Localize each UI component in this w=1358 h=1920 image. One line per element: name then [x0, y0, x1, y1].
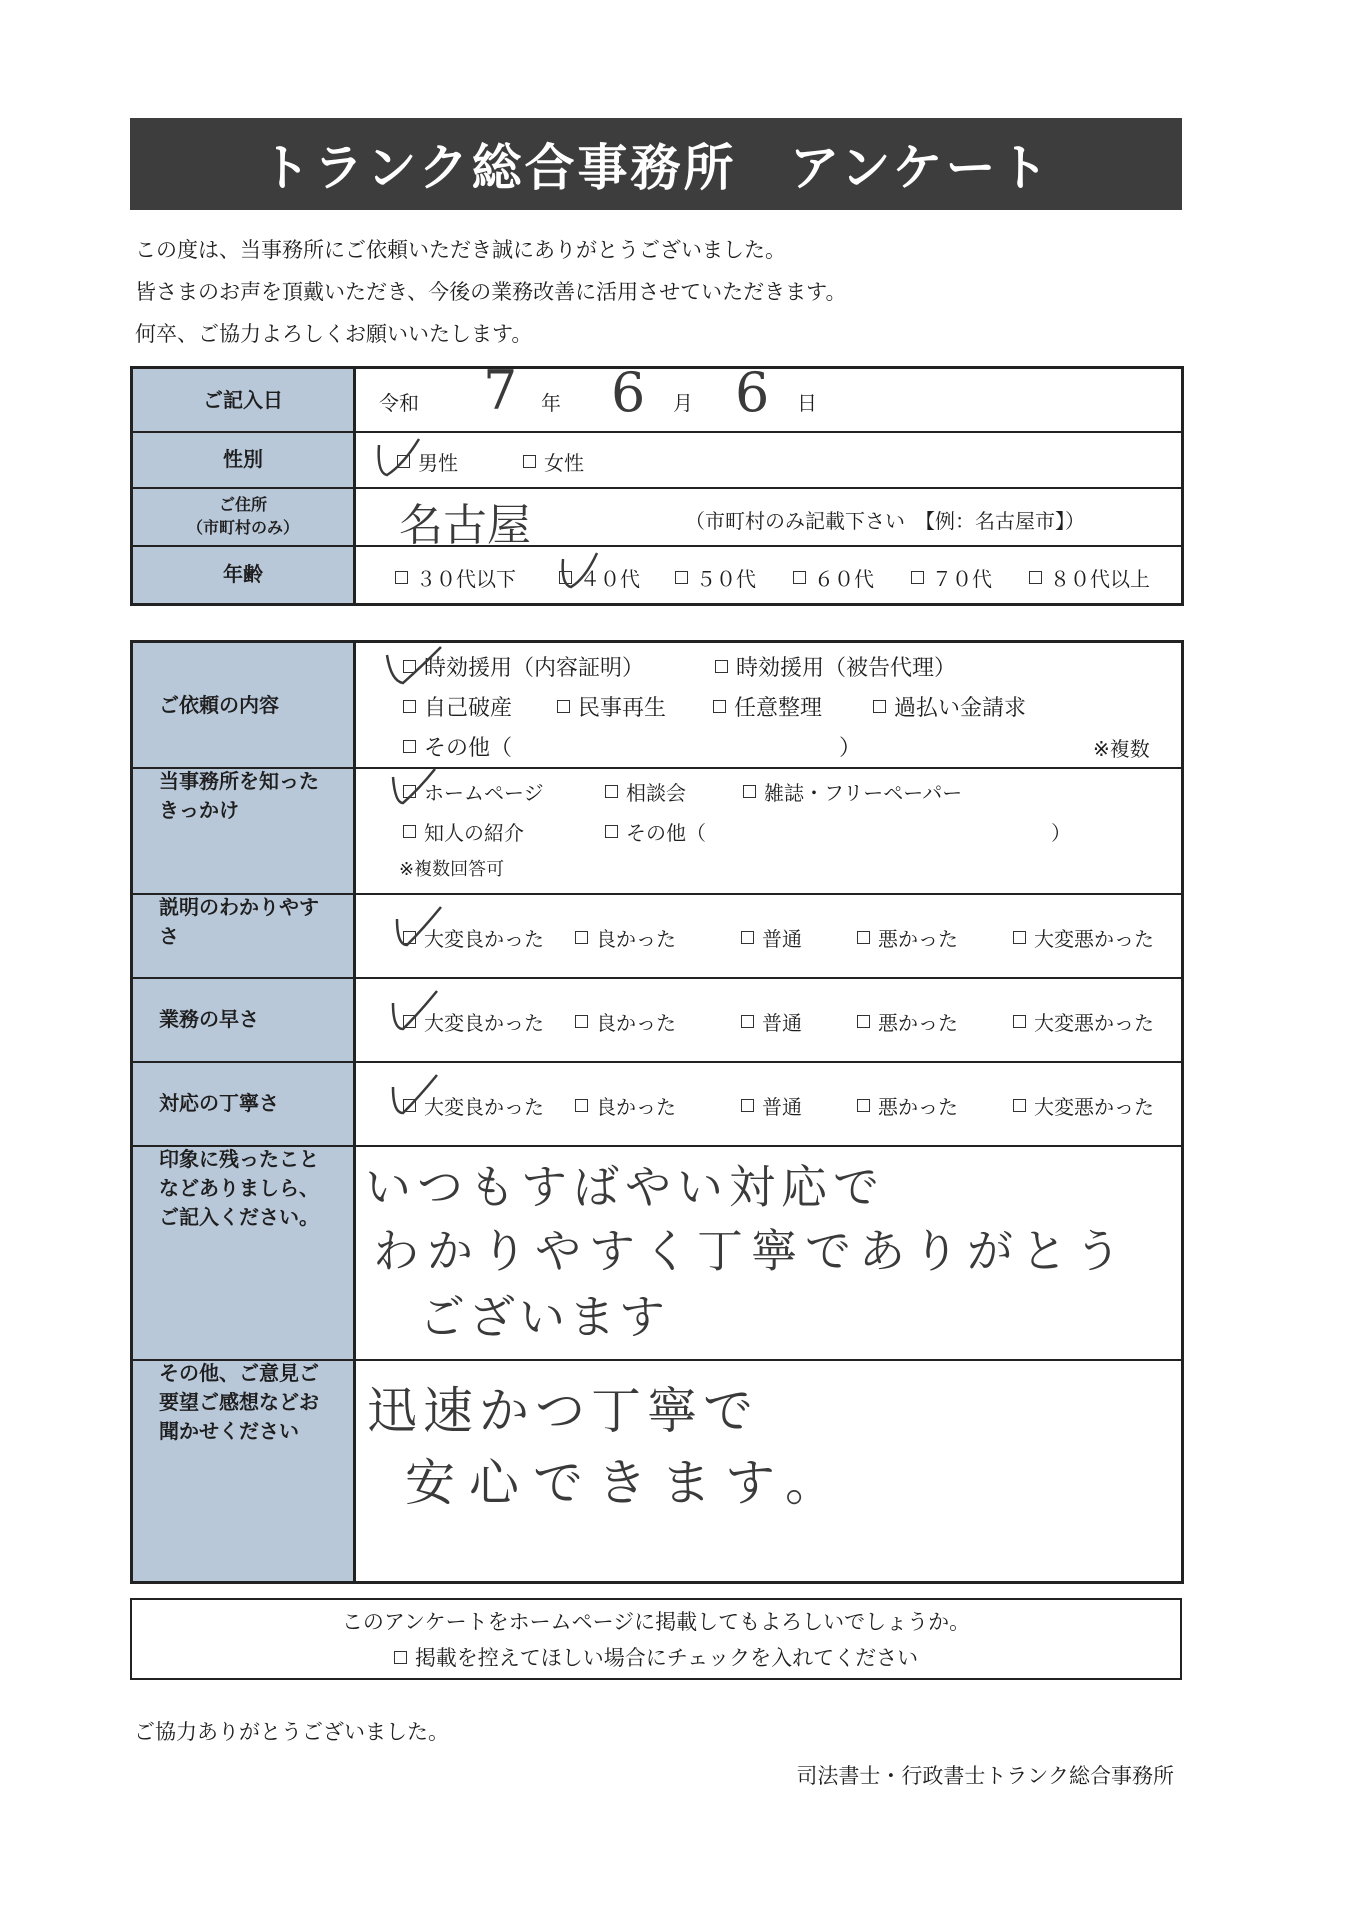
opt-out-option[interactable] — [132, 1642, 1180, 1672]
day-value[interactable]: 6 — [735, 361, 770, 424]
gender-male-label: 男性 — [418, 451, 458, 475]
office-name: 司法書士・行政書士トランク総合事務所 — [796, 1764, 1174, 1788]
checkbox-request[interactable] — [557, 700, 570, 713]
request-option-label: 任意整理 — [734, 696, 823, 721]
month-value[interactable]: 6 — [611, 361, 646, 424]
clarity-label-line-2: さ — [159, 924, 179, 948]
politeness-average[interactable] — [741, 1091, 802, 1120]
year-value[interactable]: 7 — [483, 359, 518, 422]
other-line-1[interactable]: 迅速かつ丁寧で — [367, 1382, 759, 1440]
checkbox-source[interactable] — [743, 785, 756, 798]
checkbox-female[interactable] — [523, 455, 536, 468]
checkbox-rating[interactable] — [575, 1099, 588, 1112]
impression-line-1[interactable]: いつもすばやい対応で — [365, 1160, 885, 1214]
impression-line-2[interactable]: わかりやすく丁寧でありがとう — [373, 1224, 1129, 1278]
checkbox-opt-out[interactable] — [394, 1651, 407, 1664]
source-option-label: 雑誌・フリーペーパー — [764, 781, 963, 805]
other-label-line-2: 要望ご感想などお — [159, 1390, 319, 1414]
impression-label-line-3: ご記入ください。 — [159, 1205, 319, 1229]
checkbox-request[interactable] — [713, 700, 726, 713]
address-note: （市町村のみ記載下さい 【例：名古屋市】） — [685, 509, 1085, 533]
rating-label: 大変良かった — [424, 1095, 544, 1119]
checkbox-rating[interactable] — [1013, 1015, 1026, 1028]
impression-label-line-2: などありましら、 — [159, 1176, 319, 1200]
checkbox-age[interactable] — [675, 571, 688, 584]
opt-out-label: 掲載を控えてほしい場合にチェックを入れてください — [414, 1646, 919, 1670]
address-label-line-1: ご住所 — [218, 494, 267, 514]
request-option-label: 自己破産 — [424, 696, 513, 721]
checkbox-age[interactable] — [911, 571, 924, 584]
impression-label — [133, 1145, 353, 1359]
source-option-label: ホームページ — [424, 781, 544, 805]
page-title: トランク総合事務所 アンケート — [130, 118, 1182, 210]
era-text: 令和 — [379, 391, 419, 415]
politeness-label: 対応の丁寧さ — [159, 1090, 279, 1115]
request-option-overpayment[interactable] — [873, 691, 1026, 722]
other-line-2[interactable]: 安心できます。 — [405, 1454, 849, 1512]
checkbox-request[interactable] — [873, 700, 886, 713]
checkbox-age[interactable] — [793, 571, 806, 584]
age-option-label: ４０代 — [580, 567, 640, 591]
checkbox-request[interactable] — [715, 660, 728, 673]
source-note: ※複数回答可 — [399, 859, 505, 880]
request-option-label: 時効援用（内容証明） — [424, 656, 645, 681]
request-label: ご依頼の内容 — [159, 692, 279, 717]
publish-question: このアンケートをホームページに掲載してもよろしいでしょうか。 — [341, 1610, 971, 1634]
age-label: 年齢 — [223, 561, 263, 586]
year-unit: 年 — [541, 391, 561, 415]
checkbox-rating[interactable] — [575, 1015, 588, 1028]
speed-good[interactable] — [575, 1007, 676, 1036]
checkbox-source[interactable] — [605, 825, 618, 838]
age-option-30s-or-less[interactable] — [395, 563, 516, 592]
gender-label: 性別 — [223, 446, 263, 471]
age-option-label: ６０代 — [814, 567, 874, 591]
request-option-voluntary-settlement[interactable] — [713, 691, 822, 722]
check-mark-homepage — [385, 767, 439, 813]
source-option-label: 相談会 — [626, 781, 686, 805]
checkbox-age[interactable] — [395, 571, 408, 584]
age-option-label: ３０代以下 — [416, 567, 516, 591]
day-unit: 日 — [797, 391, 817, 415]
date-label: ご記入日 — [203, 387, 283, 412]
other-label-line-3: 聞かせください — [159, 1419, 299, 1443]
checkbox-rating[interactable] — [857, 1099, 870, 1112]
source-option-referral[interactable] — [403, 817, 524, 846]
request-option-label: 民事再生 — [578, 696, 667, 721]
publish-consent-box — [130, 1598, 1182, 1680]
rating-label: 大変悪かった — [1034, 1095, 1154, 1119]
speed-label: 業務の早さ — [159, 1006, 259, 1031]
check-mark-politeness — [385, 1073, 441, 1123]
impression-label-line-1: 印象に残ったこと — [159, 1147, 319, 1171]
intro-line-1: この度は、当事務所にご依頼いただき誠にありがとうございました。 — [135, 238, 786, 262]
request-option-label: その他（ — [424, 736, 513, 761]
clarity-label — [133, 893, 353, 977]
request-option-label: 時効援用（被告代理） — [736, 656, 957, 681]
source-label-line-2: きっかけ — [159, 798, 239, 822]
check-mark-request — [381, 643, 445, 693]
address-label-line-2: （市町村のみ） — [186, 518, 299, 537]
intro-line-3: 何卒、ご協力よろしくお願いいたします。 — [135, 322, 533, 346]
thanks-text: ご協力ありがとうございました。 — [134, 1720, 449, 1744]
clarity-bad[interactable] — [857, 923, 958, 952]
speed-bad[interactable] — [857, 1007, 958, 1036]
source-option-label: 知人の紹介 — [424, 821, 524, 845]
checkbox-request[interactable] — [403, 700, 416, 713]
request-option-limitation-defendant[interactable] — [715, 651, 956, 682]
clarity-very-bad[interactable] — [1013, 923, 1154, 952]
source-label — [133, 767, 353, 893]
age-option-label: ７０代 — [932, 567, 992, 591]
checkbox-rating[interactable] — [1013, 931, 1026, 944]
survey-table — [130, 640, 1184, 1584]
request-option-label: 過払い金請求 — [894, 696, 1027, 721]
rating-label: 大変良かった — [424, 1011, 544, 1035]
rating-label: 普通 — [762, 1011, 802, 1035]
request-other-close: ） — [839, 736, 862, 761]
source-option-magazine[interactable] — [743, 777, 962, 806]
clarity-average[interactable] — [741, 923, 802, 952]
rating-label: 大変良かった — [424, 927, 544, 951]
source-option-label: その他（ — [626, 821, 706, 845]
gender-female-option[interactable] — [523, 447, 584, 476]
rating-label: 大変悪かった — [1034, 1011, 1154, 1035]
rating-label: 良かった — [596, 1011, 676, 1035]
politeness-bad[interactable] — [857, 1091, 958, 1120]
rating-label: 悪かった — [878, 1011, 958, 1035]
check-mark-clarity — [389, 905, 445, 955]
checkbox-rating[interactable] — [741, 1015, 754, 1028]
politeness-very-bad[interactable] — [1013, 1091, 1154, 1120]
other-label-line-1: その他、ご意見ご — [159, 1361, 319, 1385]
check-mark-male — [373, 435, 423, 485]
request-note: ※複数 — [1093, 737, 1150, 761]
checkbox-rating[interactable] — [575, 931, 588, 944]
gender-female-label: 女性 — [544, 451, 584, 475]
age-option-70s[interactable] — [911, 563, 992, 592]
rating-label: 普通 — [762, 927, 802, 951]
address-value[interactable]: 名古屋 — [399, 500, 531, 551]
source-other-close: ） — [1051, 821, 1071, 845]
checkbox-source[interactable] — [403, 825, 416, 838]
checkbox-rating[interactable] — [857, 931, 870, 944]
month-unit: 月 — [673, 391, 693, 415]
checkbox-request[interactable] — [403, 740, 416, 753]
clarity-good[interactable] — [575, 923, 676, 952]
check-mark-40s — [557, 551, 601, 597]
politeness-good[interactable] — [575, 1091, 676, 1120]
speed-average[interactable] — [741, 1007, 802, 1036]
request-option-other[interactable] — [403, 731, 512, 762]
rating-label: 良かった — [596, 927, 676, 951]
check-mark-speed — [385, 989, 441, 1039]
checkbox-rating[interactable] — [741, 931, 754, 944]
age-option-50s[interactable] — [675, 563, 756, 592]
age-option-label: ５０代 — [696, 567, 756, 591]
age-option-60s[interactable] — [793, 563, 874, 592]
source-label-line-1: 当事務所を知った — [159, 769, 319, 793]
basic-info-table — [130, 359, 1184, 606]
request-option-bankruptcy[interactable] — [403, 691, 512, 722]
request-option-rehabilitation[interactable] — [557, 691, 666, 722]
speed-very-bad[interactable] — [1013, 1007, 1154, 1036]
checkbox-source[interactable] — [605, 785, 618, 798]
source-option-other[interactable] — [605, 817, 706, 846]
rating-label: 悪かった — [878, 927, 958, 951]
address-label — [133, 487, 353, 545]
checkbox-rating[interactable] — [1013, 1099, 1026, 1112]
clarity-label-line-1: 説明のわかりやす — [159, 895, 319, 919]
source-option-consultation[interactable] — [605, 777, 686, 806]
rating-label: 大変悪かった — [1034, 927, 1154, 951]
checkbox-rating[interactable] — [741, 1099, 754, 1112]
rating-label: 悪かった — [878, 1095, 958, 1119]
impression-line-3[interactable]: ございます — [419, 1290, 669, 1344]
age-option-label: ８０代以上 — [1050, 567, 1150, 591]
checkbox-age[interactable] — [1029, 571, 1042, 584]
checkbox-rating[interactable] — [857, 1015, 870, 1028]
intro-line-2: 皆さまのお声を頂戴いただき、今後の業務改善に活用させていただきます。 — [135, 280, 847, 304]
other-label — [133, 1359, 353, 1581]
rating-label: 良かった — [596, 1095, 676, 1119]
age-option-80s-or-more[interactable] — [1029, 563, 1150, 592]
rating-label: 普通 — [762, 1095, 802, 1119]
